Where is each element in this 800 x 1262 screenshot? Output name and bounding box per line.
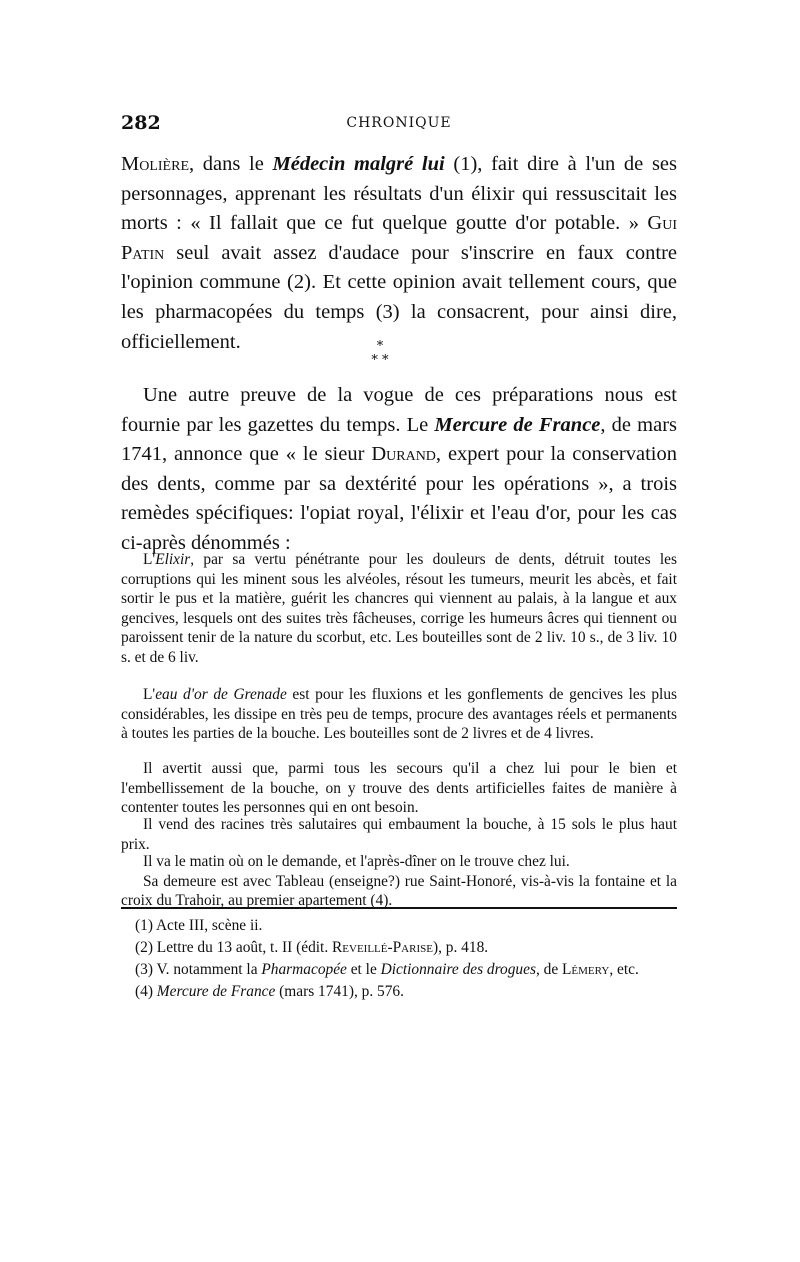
paragraph-moliere: [121, 150, 677, 357]
work-title: Médecin malgré lui: [272, 153, 445, 175]
footnote-rule: [121, 907, 677, 909]
work-title: Dictionnaire des drogues: [380, 961, 536, 978]
text-span: et le: [346, 961, 381, 978]
text-span: L': [143, 686, 156, 703]
running-title: CHRONIQUE: [346, 115, 452, 131]
product-name: Elixir: [155, 551, 191, 568]
text-line: Il avertit aussi que, parmi tous les secours qu'il a chez lui pour le bien et l'embellissement de la bouche, on y trouve des dents artificielles faites de manière à contenter toutes les personnes qui en ont besoin.: [121, 760, 677, 817]
quote-dents-artificielles: [121, 759, 677, 818]
person-name: Lémery: [562, 961, 610, 978]
page-number: 282: [121, 112, 161, 134]
text-line: Il va le matin où on le demande, et l'après-dîner on le trouve chez lui.: [143, 853, 570, 870]
author-name: Molière: [121, 153, 189, 175]
author-name: Gui Patin: [121, 212, 677, 264]
text-span: , dans le: [189, 153, 273, 175]
text-span: (1), fait dire à l'un de ses personnages, apprenant les résultats d'un élixir qui ressuscitait les morts : « Il fallait que ce fut quelque goutte d'or potable. »: [121, 153, 677, 235]
footnote-2: [121, 937, 677, 959]
text-span: , de mars 1741, annonce que « le sieur: [121, 413, 677, 466]
person-name: Durand: [371, 443, 436, 466]
text-span: , de: [535, 961, 563, 978]
periodical-title: Mercure de France: [434, 413, 601, 436]
quote-elixir: [121, 550, 677, 668]
text-line: Sa demeure est avec Tableau (enseigne?) rue Saint-Honoré, vis-à-vis la fontaine et la croix du Trahoir, au premier apartement (4).: [121, 872, 677, 910]
footnotes: [121, 915, 677, 1003]
text-span: , expert pour la conservation des dents, comme par sa dextérité pour les opérations », a trois remèdes spécifiques: l'opiat royal, l'élixir et l'eau d'or, pour les cas ci-après dénommés :: [121, 443, 677, 554]
text-span: est pour les fluxions et les gonflements de gencives les plus considérables, les dissipe en très peu de temps, procure des avantages réels et permanents à toutes les parties de la bouche. Les bouteilles sont de 2 livres et de 4 livres.: [121, 686, 678, 743]
text-span: (2) Lettre du 13 août, t. II (édit.: [135, 939, 333, 956]
quote-eau-dor: [121, 685, 677, 744]
text-span: (4): [135, 983, 157, 1000]
quote-demeure: [121, 852, 677, 911]
quote-racines: [121, 815, 677, 854]
page-header: [121, 112, 677, 138]
product-name: eau d'or de Grenade: [155, 686, 287, 703]
work-title: Pharmacopée: [261, 961, 347, 978]
text-span: (3) V. notamment la: [135, 961, 262, 978]
person-name: Reveillé-Parise: [332, 939, 433, 956]
footnote-1: (1) Acte III, scène ii.: [135, 917, 263, 934]
asterism-divider: [350, 340, 410, 368]
footnote-3: [121, 959, 677, 981]
text-span: seul avait assez d'audace pour s'inscrire en faux contre l'opinion commune (2). Et cette opinion avait tellement cours, que les pharmacopées du temps (3) la consacrent, pour ainsi dire, officiellement.: [121, 241, 677, 353]
footnote-4: [121, 981, 677, 1003]
text-span: L': [143, 551, 156, 568]
text-span: , par sa vertu pénétrante pour les douleurs de dents, détruit toutes les corruptions qui les minent sous les alvéoles, résout les tumeurs, meurit les abcès, et fait sortir le pus et la matière, guérit les chancres qui viennent au palais, à la langue et aux gencives, lesquels ont des suites très fâcheuses, corrige les humeurs âcres qui tiennent ou paroissent tenir de la nature du scorbut, etc. Les bouteilles sont de 2 liv. 10 s., de 3 liv. 10 s. et de 6 liv.: [121, 551, 677, 666]
text-span: , etc.: [609, 961, 639, 978]
text-span: ), p. 418.: [432, 939, 489, 956]
asterism-bottom: * *: [371, 353, 389, 368]
paragraph-mercure: [121, 381, 677, 559]
asterism-top: *: [376, 339, 384, 354]
periodical-title: Mercure de France: [156, 983, 276, 1000]
text-span: (mars 1741), p. 576.: [275, 983, 404, 1000]
text-span: Une autre preuve de la vogue de ces préparations nous est fournie par les gazettes du temps. Le: [121, 384, 677, 436]
text-line: Il vend des racines très salutaires qui embaument la bouche, à 15 sols le plus haut prix.: [121, 816, 677, 853]
